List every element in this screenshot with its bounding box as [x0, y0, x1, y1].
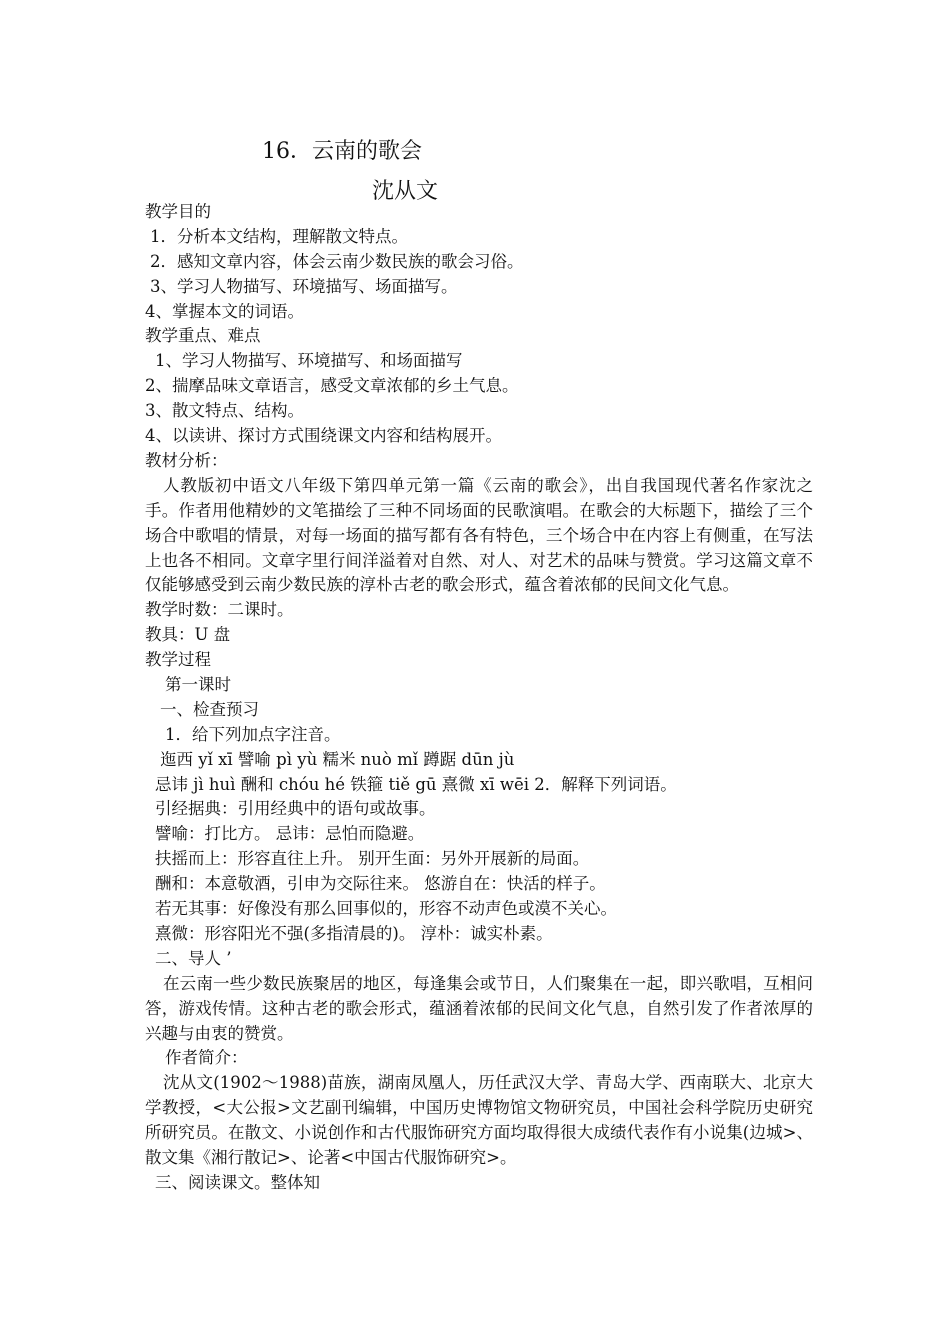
process-heading: 教学过程: [145, 650, 211, 670]
lesson-heading: 第一课时: [165, 675, 231, 694]
pinyin-task: 1．给下列加点字注音。: [165, 724, 341, 744]
definition-line: 酬和：本意敬酒，引申为交际往来。 悠游自在：快活的样子。: [155, 874, 606, 894]
definition-line: 若无其事：好像没有那么回事似的，形容不动声色或漠不关心。: [155, 899, 617, 919]
objective-item: 1．分析本文结构，理解散文特点。: [150, 226, 408, 246]
teaching-hours: 教学时数：二课时。: [145, 600, 294, 620]
analysis-heading: 教材分析：: [145, 450, 228, 470]
key-point-item: 3、散文特点、结构。: [145, 401, 304, 421]
teaching-tools: 教具：U 盘: [145, 625, 231, 645]
intro-paragraph: 在云南一些少数民族聚居的地区，每逢集会或节日，人们聚集在一起，即兴歌唱，互相问答，游戏传情。这种古老的歌会形式，蕴涵着浓郁的民间文化气息，自然引发了作者浓厚的兴趣与由衷的赞赏。: [145, 973, 813, 1043]
analysis-paragraph: 人教版初中语文八年级下第四单元第一篇《云南的歌会》，出自我国现代著名作家沈之手。作者用他精妙的文笔描绘了三种不同场面的民歌演唱。在歌会的大标题下，描绘了三个场合中歌唱的情景，对每一场面的描写都有各有特色，三个场合中在内容上有侧重，在写法上也各不相同。文章字里行间洋溢着对自然、对人、对艺术的品味与赞赏。学习这篇文章不仅能够感受到云南少数民族的淳朴古老的歌会形式，蕴含着浓郁的民间文化气息。: [145, 475, 813, 595]
bio-heading: 作者简介：: [165, 1048, 248, 1068]
pinyin-row: 忌讳 jì huì 酬和 chóu hé 铁箍 tiě gū 熹微 xī wēi 2．解释下列词语。: [155, 774, 677, 794]
document-body: [145, 200, 813, 1196]
objectives-heading: 教学目的: [145, 202, 211, 221]
intro-heading: 二、导人 ’: [155, 948, 232, 968]
key-point-item: 1、学习人物描写、环境描写、和场面描写: [155, 351, 463, 371]
preview-heading: 一、检查预习: [160, 699, 259, 719]
pinyin-row: 迤西 yǐ xī 譬喻 pì yù 糯米 nuò mǐ 蹲踞 dūn jù: [160, 749, 515, 769]
key-point-item: 2、揣摩品味文章语言，感受文章浓郁的乡土气息。: [145, 376, 519, 396]
objective-item: 4、掌握本文的词语。: [145, 301, 304, 321]
definition-line: 引经据典：引用经典中的语句或故事。: [155, 799, 436, 819]
definition-line: 熹微：形容阳光不强(多指清晨的)。 淳朴：诚实朴素。: [155, 923, 553, 943]
objective-item: 2．感知文章内容，体会云南少数民族的歌会习俗。: [150, 251, 524, 271]
key-point-item: 4、以读讲、探讨方式围绕课文内容和结构展开。: [145, 426, 502, 446]
reading-heading: 三、阅读课文。整体知: [155, 1172, 320, 1192]
objective-item: 3、学习人物描写、环境描写、场面描写。: [150, 276, 458, 296]
document-author: 沈从文: [372, 179, 439, 204]
bio-paragraph: 沈从文(1902～1988)苗族，湖南凤凰人，历任武汉大学、青岛大学、西南联大、北京大学教授，<大公报>文艺副刊编辑，中国历史博物馆文物研究员，中国社会科学院历史研究所研究员。在散文、小说创作和古代服饰研究方面均取得很大成绩代表作有小说集(边城>、散文集《湘行散记>、论著<中国古代服饰研究>。: [145, 1073, 813, 1168]
definition-line: 譬喻：打比方。 忌讳：忌怕而隐避。: [155, 824, 425, 844]
document-title: 16．云南的歌会: [262, 139, 422, 164]
key-points-heading: 教学重点、难点: [145, 326, 261, 346]
definition-line: 扶摇而上：形容直往上升。 别开生面：另外开展新的局面。: [155, 849, 590, 869]
